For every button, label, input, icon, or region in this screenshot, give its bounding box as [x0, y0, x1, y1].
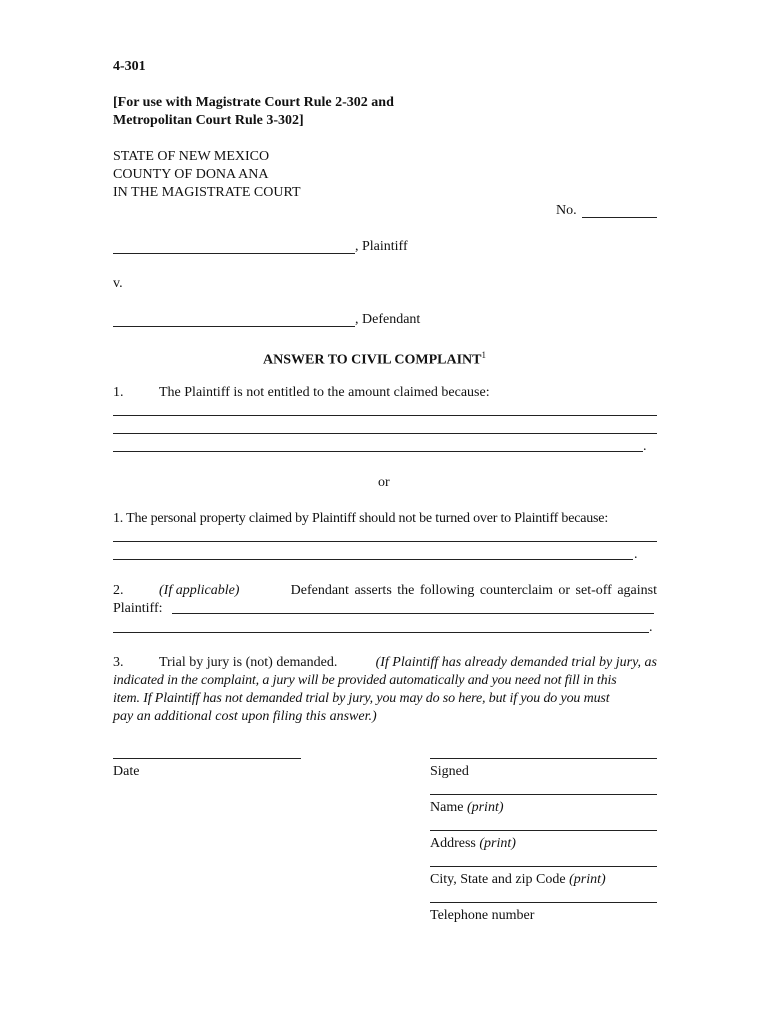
item3-note-line3: item. If Plaintiff has not demanded trial by jury, you may do so here, but if you do you must [113, 691, 610, 706]
title-footnote-marker: 1 [481, 350, 486, 360]
defendant-name-field[interactable] [113, 326, 355, 327]
name-label-qualifier: (print) [466, 800, 504, 815]
court-county: COUNTY OF DONA ANA [113, 167, 269, 182]
item2-answer-line1[interactable] [172, 613, 654, 614]
city-state-zip-field[interactable] [430, 866, 657, 867]
item1-answer-line2[interactable] [113, 433, 657, 434]
item3-note-line4: pay an additional cost upon filing this answer.) [113, 709, 377, 724]
address-label [430, 835, 516, 853]
versus-label: v. [113, 276, 123, 291]
address-label-text: Address [430, 836, 476, 851]
name-label-text: Name [430, 800, 464, 815]
city-state-zip-label [430, 871, 606, 889]
rule-note-line2: Metropolitan Court Rule 3-302] [113, 113, 304, 128]
plaintiff-label: , Plaintiff [355, 239, 408, 254]
form-number: 4-301 [113, 59, 146, 74]
rule-note-line1: [For use with Magistrate Court Rule 2-302 and [113, 95, 394, 110]
case-no-field[interactable] [582, 217, 657, 218]
item1b-period: . [634, 547, 638, 562]
item2-period: . [649, 620, 653, 635]
date-field[interactable] [113, 758, 301, 759]
name-field[interactable] [430, 794, 657, 795]
item1-period: . [643, 439, 647, 454]
case-no-label: No. [556, 203, 577, 218]
title-text: ANSWER TO CIVIL COMPLAINT [263, 352, 482, 368]
item3-note-line2: indicated in the complaint, a jury will be provided automatically and you need not fill in this [113, 673, 617, 688]
name-label [430, 799, 504, 817]
item3-text: Trial by jury is (not) demanded. [159, 655, 338, 670]
item2-answer-line2[interactable] [113, 632, 649, 633]
court-name: IN THE MAGISTRATE COURT [113, 185, 301, 200]
item1b-answer-line1[interactable] [113, 541, 657, 542]
address-field[interactable] [430, 830, 657, 831]
item2-applicable-note: (If applicable) [159, 583, 240, 598]
plaintiff-name-field[interactable] [113, 253, 355, 254]
item2-line1 [159, 582, 657, 600]
defendant-label: , Defendant [355, 312, 421, 327]
or-separator: or [378, 475, 390, 490]
item3-number: 3. [113, 655, 124, 670]
item1-answer-line3[interactable] [113, 451, 643, 452]
document-title [263, 346, 486, 370]
signed-label: Signed [430, 764, 469, 779]
item1b-answer-line2[interactable] [113, 559, 633, 560]
date-label: Date [113, 764, 140, 779]
item1b-text: 1. The personal property claimed by Plaintiff should not be turned over to Plaintiff because: [113, 511, 609, 526]
item3-note-line1: (If Plaintiff has already demanded trial by jury, as [375, 655, 657, 670]
item1-answer-line1[interactable] [113, 415, 657, 416]
item2-text: Defendant asserts the following counterclaim or set-off against [290, 583, 657, 598]
city-label-text: City, State and zip Code [430, 872, 566, 887]
item2-plaintiff-label: Plaintiff: [113, 601, 163, 616]
telephone-label: Telephone number [430, 908, 535, 923]
item2-number: 2. [113, 583, 124, 598]
telephone-field[interactable] [430, 902, 657, 903]
item1-number: 1. [113, 385, 124, 400]
address-label-qualifier: (print) [479, 836, 516, 851]
item1-text: The Plaintiff is not entitled to the amount claimed because: [159, 385, 490, 400]
court-state: STATE OF NEW MEXICO [113, 149, 270, 164]
signature-field[interactable] [430, 758, 657, 759]
city-label-qualifier: (print) [569, 872, 606, 887]
